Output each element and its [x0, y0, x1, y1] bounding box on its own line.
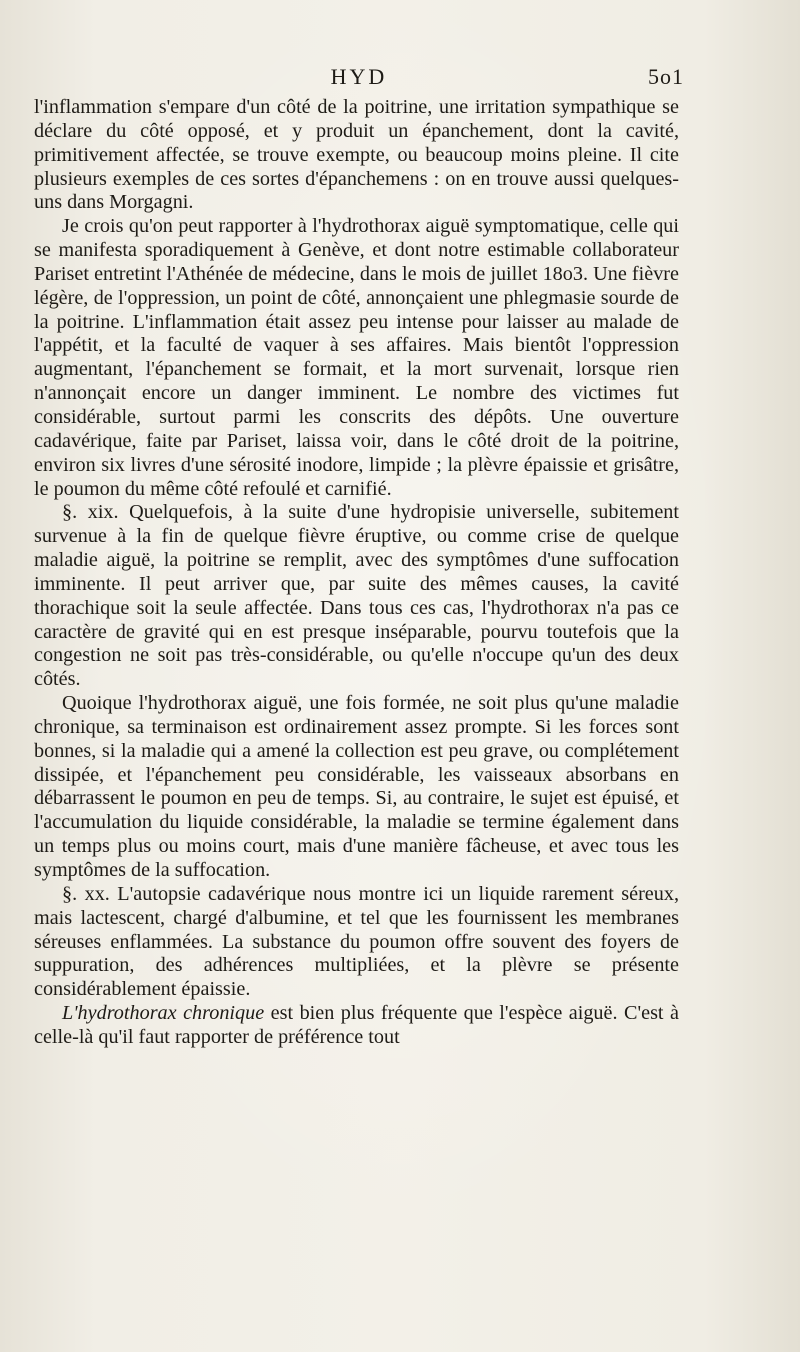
- italic-term: L'hydrothorax chronique: [62, 1002, 265, 1025]
- paragraph-termination: Quoique l'hydrothorax aiguë, une fois formée, ne soit plus qu'une maladie chronique, sa terminaison est ordinairement assez prompte. Si les forces sont bonnes, si la maladie qui a amené la collection est peu grave, ou complétement dissipée, et l'épanchement peu considérable, les vaisseaux absorbans en débarrassent le poumon en peu de temps. Si, au contraire, le sujet est épuisé, et l'accumulation du liquide considérable, la maladie se termine également dans un temps plus ou moins court, mais d'une manière fâcheuse, et avec tous les symptômes de la suffocation.: [34, 692, 679, 881]
- paragraph-section-xix: §. xix. Quelquefois, à la suite d'une hydropisie universelle, subitement survenue à la fin de quelque fièvre éruptive, ou comme crise de quelque maladie aiguë, la poitrine se remplit, avec des symptômes d'une suffocation imminente. Il peut arriver que, par suite des mêmes causes, la cavité thorachique soit la seule affectée. Dans tous ces cas, l'hydrothorax n'a pas ce caractère de gravité qui en est presque inséparable, pourvu toutefois que la congestion ne soit pas très-considérable, ou qu'elle n'occupe qu'un des deux côtés.: [34, 501, 679, 691]
- section-mark-xix: §. xix.: [62, 501, 119, 524]
- page-number: 5o1: [648, 64, 684, 89]
- body-text: [34, 96, 679, 1050]
- paragraph-geneva-epidemic: Je crois qu'on peut rapporter à l'hydrothorax aiguë symptomatique, celle qui se manifesta sporadiquement à Genève, et dont notre estimable collaborateur Pariset entretint l'Athénée de médecine, dans le mois de juillet 18o3. Une fièvre légère, de l'oppression, un point de côté, annonçaient une phlegmasie sourde de la poitrine. L'inflammation était assez peu intense pour laisser au malade de l'appétit, et la faculté de vaquer à ses affaires. Mais bientôt l'oppression augmentant, l'épanchement se formait, et la mort survenait, lorsque rien n'annonçait encore un danger imminent. Le nombre des victimes fut considérable, surtout parmi les conscrits des dépôts. Une ouverture cadavérique, faite par Pariset, laissa voir, dans le côté droit de la poitrine, environ six livres d'une sérosité inodore, limpide ; la plèvre épaissie et grisâtre, le poumon du même côté refoulé et carnifié.: [34, 215, 679, 500]
- page-header: [34, 64, 684, 96]
- running-head: HYD: [330, 64, 388, 89]
- paragraph-continuation: l'inflammation s'empare d'un côté de la poitrine, une irritation sympathique se déclare du côté opposé, et y produit un épanchement, dont la cavité, primitivement affectée, se trouve exempte, ou beaucoup moins pleine. Il cite plusieurs exemples de ces sortes d'épanchemens : on en trouve aussi quelques-uns dans Morgagni.: [34, 96, 679, 214]
- paragraph-section-xx: §. xx. L'autopsie cadavérique nous montre ici un liquide rarement séreux, mais lactescent, chargé d'albumine, et tel que les fournissent les membranes séreuses enflammées. La substance du poumon offre souvent des foyers de suppuration, des adhérences multipliées, et la plèvre se présente considérablement épaissie.: [34, 882, 680, 1001]
- section-mark-xx: §. xx.: [62, 882, 110, 905]
- paragraph-chronic-hydrothorax: L'hydrothorax chronique est bien plus fréquente que l'espèce aiguë. C'est à celle-là qu'il faut rapporter de préférence tout: [34, 1002, 679, 1048]
